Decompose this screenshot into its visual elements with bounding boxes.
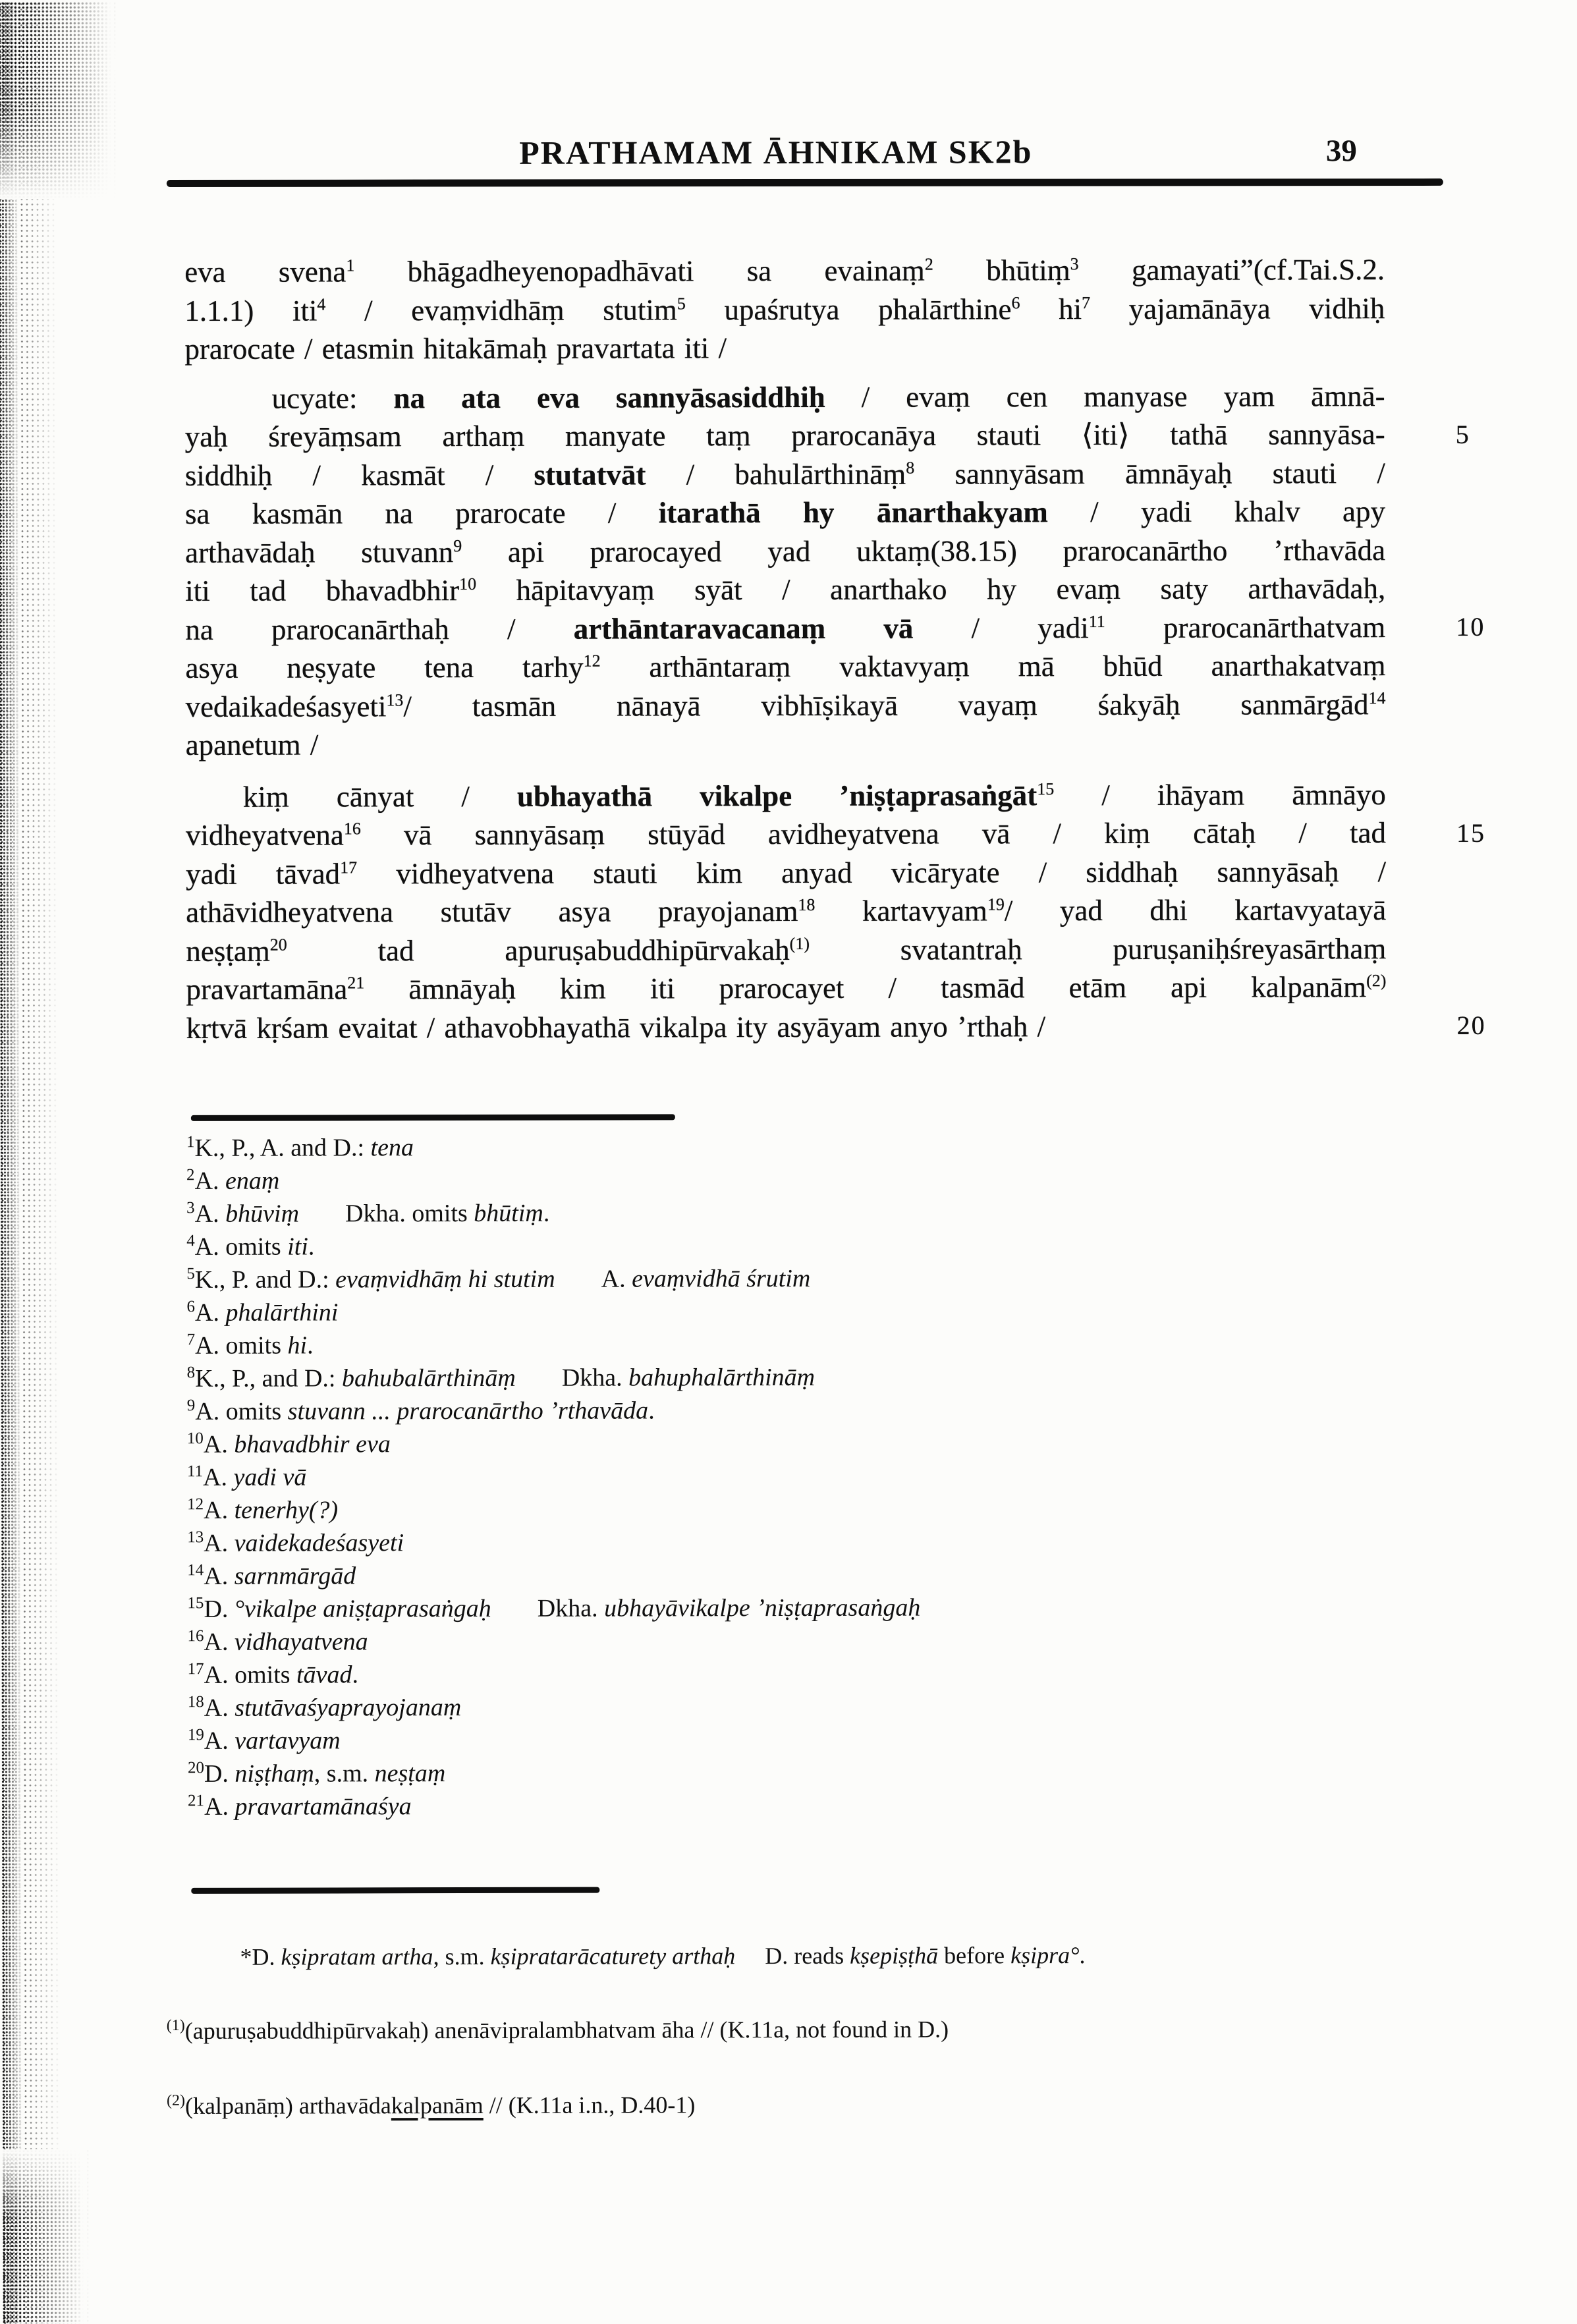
text-run: A.: [204, 1529, 235, 1557]
footnote-number: 12: [187, 1495, 204, 1514]
text-run: / yad dhi kartavyatayā: [1004, 893, 1387, 927]
text-run: K., P., and D.:: [195, 1364, 342, 1393]
footnote-item: [188, 1656, 1406, 1692]
text-run: api prarocayed yad uktaṃ(38.15) prarocanārtho ’rthavāda: [462, 533, 1386, 568]
text-run: A.: [204, 1694, 235, 1722]
italic-reading: bahuphalārthināṃ: [628, 1363, 816, 1392]
footnote-item: [186, 1129, 1405, 1165]
text-run: A.: [204, 1727, 235, 1755]
footnote-ref: 4: [317, 294, 326, 314]
italic-reading: enaṃ: [225, 1167, 280, 1195]
header-rule: [167, 179, 1443, 187]
text-run: A. omits: [195, 1331, 288, 1360]
italic-reading: ubhayāvikalpe ’niṣṭaprasaṅgaḥ: [604, 1593, 921, 1622]
italic-reading: stutāvaśyaprayojanaṃ: [235, 1694, 462, 1722]
text-run: , s.m.: [433, 1943, 491, 1970]
text-run: vedaikadeśasyeti: [185, 689, 387, 723]
footnote-number: 2: [186, 1166, 195, 1184]
footnote-ref: 2: [924, 254, 933, 274]
text-run: vā sannyāsaṃ stūyād avidheyatvena vā / kiṃ cātaḥ / tad: [360, 816, 1387, 852]
footnote-number: 10: [186, 1429, 204, 1448]
text-run: , s.m.: [314, 1759, 375, 1788]
footnote-number: 5: [186, 1265, 195, 1283]
text-run: iti tad bhavadbhir: [185, 574, 460, 607]
text-run: A.: [203, 1463, 234, 1491]
italic-reading: hi: [287, 1331, 308, 1360]
footnote-list: [186, 1129, 1406, 1823]
footnote-ref: 5: [677, 293, 686, 313]
footnote-ref: 21: [347, 973, 365, 993]
text-run: sa kasmān na prarocate /: [184, 496, 659, 530]
italic-reading: tāvad: [296, 1661, 352, 1689]
text-run: 1.1.1) iti: [184, 293, 318, 327]
text-run: / bahulārthināṃ: [646, 457, 906, 491]
body-line: [185, 415, 1385, 456]
text-run: .: [648, 1397, 655, 1425]
bold-phrase: stutatvāt: [534, 457, 646, 491]
text-run: K., P., A. and D.:: [194, 1134, 371, 1162]
text-run: A.: [194, 1298, 226, 1327]
italic-reading: °vikalpe aniṣṭaprasaṅgaḥ: [234, 1594, 491, 1623]
footnote-item: [188, 1689, 1406, 1725]
italic-reading: iti: [287, 1232, 308, 1261]
margin-line-number: 10: [1456, 611, 1485, 642]
footnote-item: [187, 1327, 1406, 1362]
footnote-ref: 8: [906, 458, 915, 478]
footnote-item: [187, 1491, 1406, 1527]
text-run: / tasmān nānayā vibhīṣikayā vayaṃ śakyāḥ sanmārgād: [403, 687, 1369, 723]
footnote-number: 21: [188, 1792, 205, 1810]
italic-reading: pravartamānaśya: [235, 1792, 412, 1821]
bold-phrase: arthāntaravacanaṃ vā: [573, 611, 914, 646]
spacer: [555, 1286, 601, 1287]
bold-phrase: ubhayathā vikalpe ’niṣṭaprasaṅgāt: [516, 778, 1038, 813]
footnote-ref: 17: [340, 857, 358, 877]
text-run: D.: [204, 1595, 235, 1623]
body-line: [185, 685, 1385, 726]
body-line: [186, 814, 1386, 854]
italic-reading: vartavyam: [235, 1727, 341, 1755]
footnote-item: [187, 1623, 1406, 1659]
footnote-number: 20: [187, 1759, 204, 1777]
footnote-ref: 7: [1082, 292, 1091, 312]
text-run: ucyate:: [271, 381, 394, 415]
footnote-ref: 13: [386, 690, 404, 709]
body-line: [186, 723, 1386, 764]
footnote-ref: 16: [343, 819, 361, 839]
text-run: yadi tāvad: [186, 856, 341, 891]
spacer: [735, 1962, 765, 1964]
spacer: [491, 1615, 538, 1617]
footnote-number: 14: [187, 1561, 204, 1580]
text-run: svatantraḥ puruṣaniḥśreyasārthaṃ: [809, 931, 1387, 966]
text-run: *D.: [240, 1943, 281, 1970]
italic-reading: niṣṭhaṃ: [235, 1759, 314, 1788]
footnote-ref: 3: [1070, 254, 1079, 274]
text-run: gamayati”(cf.Tai.S.2.: [1078, 253, 1385, 287]
text-run: A.: [203, 1430, 235, 1458]
text-run: pravartamāna: [186, 972, 348, 1006]
footnote-item: [186, 1195, 1405, 1231]
footnote-number: 17: [187, 1660, 204, 1678]
italic-reading: vaidekadeśasyeti: [234, 1529, 404, 1557]
body-line: [185, 492, 1385, 533]
page-number: 39: [1325, 134, 1357, 169]
editorial-notes-rule: [191, 1887, 599, 1894]
text-run: vidheyatvena stauti kim anyad vicāryate / siddhaḥ sannyāsaḥ /: [357, 854, 1387, 890]
text-run: na prarocanārthaḥ /: [185, 612, 574, 646]
body-line: [186, 929, 1386, 970]
footnote-item: [187, 1458, 1406, 1494]
body-text: [184, 250, 1387, 1047]
italic-reading: evaṃvidhā śrutim: [632, 1264, 811, 1293]
editorial-note-2: [167, 2091, 695, 2120]
footnote-number: 3: [186, 1199, 195, 1217]
text-run: tad apuruṣabuddhipūrvakaḥ: [287, 933, 790, 968]
italic-reading: neṣṭaṃ: [374, 1759, 446, 1788]
text-run: D.: [204, 1759, 235, 1788]
italic-reading: tena: [370, 1134, 414, 1162]
page-title: PRATHAMAM ĀHNIKAM SK2b: [519, 133, 1033, 171]
footnote-ref: 1: [346, 256, 355, 275]
paragraph: [186, 775, 1387, 1047]
body-line: [185, 569, 1385, 610]
text-run: eva svena: [184, 255, 346, 289]
text-run: apanetum /: [185, 728, 319, 761]
text-run: prarocate / etasmin hitakāmaḥ pravartata iti /: [184, 331, 727, 366]
footnote-item: [188, 1722, 1406, 1757]
body-line: [186, 891, 1386, 931]
italic-reading: bhavadbhir eva: [234, 1430, 391, 1458]
text-run: .: [307, 1331, 314, 1360]
text-run: siddhiḥ / kasmāt /: [184, 458, 534, 492]
text-run: (apuruṣabuddhipūrvakaḥ) anenāvipralambhatvam āha // (K.11a, not found in D.): [184, 2016, 949, 2044]
footnote-number: 15: [187, 1594, 204, 1613]
text-run: // (K.11a i.n., D.40-1): [483, 2091, 696, 2118]
footnote-item: [187, 1425, 1406, 1461]
text-run: / evaṃ cen manyase yam āmnā-: [825, 379, 1385, 414]
footnote-ref: 12: [583, 651, 601, 671]
footnote-item: [188, 1755, 1406, 1790]
text-run: A. omits: [204, 1661, 297, 1689]
footnote-ref: 10: [459, 574, 477, 594]
text-run: A. omits: [195, 1397, 288, 1425]
text-run: yajamānāya vidhiḥ: [1090, 291, 1385, 325]
text-run: upaśrutya phalārthine: [685, 292, 1012, 326]
footnote-number: 1: [186, 1133, 195, 1151]
text-run: (kalpanāṃ) arthavāda: [184, 2092, 391, 2119]
footnote-number: 4: [186, 1232, 195, 1250]
italic-reading: yadi vā: [233, 1463, 307, 1491]
text-run: vidheyatvena: [185, 818, 344, 852]
footnote-ref: 15: [1037, 779, 1055, 798]
text-run: A.: [204, 1792, 235, 1821]
margin-line-number: 20: [1456, 1010, 1486, 1040]
body-line: [185, 608, 1385, 649]
text-run: prarocanārthatvam: [1105, 610, 1386, 644]
text-run: .: [308, 1232, 315, 1261]
scan-corner-artifact: [2, 2149, 88, 2324]
spacer: [516, 1385, 562, 1386]
footnote-ref: 20: [269, 935, 287, 954]
text-run: bhūtiṃ: [933, 254, 1070, 287]
text-run: kiṃ cānyat /: [242, 779, 518, 814]
footnote-ref: 11: [1088, 611, 1105, 631]
footnote-item: [187, 1393, 1406, 1428]
text-run: D. reads: [765, 1942, 850, 1970]
note-number: (2): [166, 2091, 185, 2109]
text-run: kṛtvā kṛśam evaitat / athavobhayathā vikalpa ity asyāyam anyo ’rthaḥ /: [186, 1009, 1046, 1045]
footnote-item: [186, 1294, 1405, 1329]
text-run: A.: [204, 1628, 235, 1656]
body-line: [185, 454, 1385, 495]
body-line: [186, 852, 1386, 893]
text-run: / yadi khalv apy: [1047, 495, 1385, 529]
text-run: bhāgadheyenopadhāvati sa evainaṃ: [354, 254, 925, 289]
footnote-item: [186, 1228, 1405, 1263]
italic-reading: sarnmārgād: [234, 1562, 356, 1590]
body-line: [185, 531, 1385, 572]
footnote-item: [188, 1788, 1406, 1823]
footnote-number: 8: [186, 1364, 196, 1382]
editorial-note-1: [167, 2015, 949, 2044]
body-line: [185, 377, 1385, 418]
footnote-item: [186, 1162, 1405, 1198]
italic-reading: bhūtiṃ: [474, 1199, 543, 1228]
footnote-number: 7: [186, 1331, 196, 1349]
text-run: / yadi: [913, 611, 1089, 645]
footnote-ref: 19: [987, 895, 1005, 914]
spacer: [299, 1220, 345, 1221]
text-run: yaḥ śreyāṃsam arthaṃ manyate taṃ prarocanāya stauti ⟨iti⟩ tathā sannyāsa-: [184, 418, 1385, 453]
text-run: before: [938, 1942, 1011, 1969]
margin-line-number: 15: [1456, 817, 1486, 848]
footnote-ref: 14: [1368, 688, 1386, 707]
footnote-separator-rule: [191, 1114, 675, 1121]
body-line: [184, 289, 1385, 330]
text-run: sannyāsam āmnāyaḥ stauti /: [914, 456, 1385, 491]
footnote-number: 11: [186, 1462, 204, 1481]
text-run: athāvidheyatvena stutāv asya prayojanam: [186, 894, 798, 929]
text-run: .: [543, 1199, 550, 1227]
footnote-ref: 9: [453, 536, 462, 555]
margin-line-number: 5: [1455, 419, 1470, 449]
text-run: A. omits: [194, 1232, 288, 1261]
footnote-number: 13: [187, 1528, 204, 1547]
text-run: A.: [204, 1562, 235, 1590]
italic-reading: phalārthini: [225, 1298, 339, 1327]
text-run: A.: [194, 1167, 226, 1195]
bold-phrase: na ata eva sannyāsasiddhiḥ: [393, 380, 825, 414]
italic-reading: stuvann ... prarocanārtho ’rthavāda: [287, 1397, 649, 1425]
italic-reading: kṣipra°: [1010, 1942, 1080, 1969]
footnote-number: 9: [186, 1397, 196, 1415]
footnote-number: 16: [187, 1627, 204, 1646]
text-run: .: [352, 1661, 359, 1689]
footnote-item: [187, 1557, 1406, 1593]
bold-phrase: itarathā hy ānarthakyam: [658, 495, 1048, 530]
text-run: K., P. and D.:: [194, 1265, 336, 1294]
underlined-word: kalpanām: [391, 2091, 484, 2119]
footnote-ref: (2): [1366, 971, 1387, 991]
italic-reading: tenerhy(?): [234, 1496, 339, 1524]
note-number: (1): [166, 2016, 185, 2034]
text-run: hi: [1020, 292, 1082, 325]
italic-reading: bahubalārthināṃ: [341, 1364, 516, 1393]
editorial-note-star: [240, 1941, 1085, 1971]
text-run: .: [1079, 1942, 1086, 1969]
body-line: [186, 775, 1386, 816]
footnote-ref: 6: [1011, 292, 1020, 312]
italic-reading: kṣipratam artha: [281, 1943, 433, 1970]
text-run: Dkha.: [561, 1364, 629, 1392]
paragraph: [185, 377, 1386, 765]
text-run: kartavyam: [815, 894, 987, 927]
text-run: A.: [601, 1265, 632, 1293]
footnote-ref: (1): [789, 933, 810, 953]
body-line: [186, 1007, 1387, 1047]
footnote-item: [187, 1360, 1406, 1395]
italic-reading: bhūviṃ: [225, 1200, 300, 1228]
text-run: / ihāyam āmnāyo: [1054, 777, 1386, 812]
text-run: Dkha. omits: [345, 1200, 474, 1228]
body-line: [185, 646, 1385, 687]
footnote-number: 6: [186, 1298, 195, 1316]
italic-reading: kṣipratarācaturety arthaḥ: [490, 1943, 736, 1970]
text-run: A.: [194, 1200, 226, 1228]
italic-reading: kṣepiṣṭhā: [850, 1942, 939, 1969]
text-run: / evaṃvidhāṃ stutim: [325, 292, 677, 327]
text-run: arthavādaḥ stuvann: [185, 535, 454, 569]
footnote-item: [186, 1261, 1405, 1296]
italic-reading: evaṃvidhāṃ hi stutim: [335, 1265, 555, 1294]
text-run: A.: [204, 1496, 235, 1524]
text-run: Dkha.: [537, 1594, 605, 1622]
footnote-number: 19: [187, 1726, 204, 1744]
italic-reading: vidhayatvena: [234, 1628, 368, 1656]
footnote-item: [187, 1524, 1406, 1560]
footnote-ref: 18: [798, 895, 816, 914]
footnote-number: 18: [187, 1693, 204, 1711]
text-run: asya neṣyate tena tarhy: [185, 650, 584, 684]
text-run: arthāntaraṃ vaktavyaṃ mā bhūd anarthakatvaṃ: [600, 649, 1386, 684]
body-line: [186, 968, 1386, 1009]
footnote-item: [187, 1590, 1406, 1626]
body-line: [184, 327, 1385, 368]
body-line: [184, 250, 1385, 291]
paragraph: [184, 250, 1385, 368]
text-run: āmnāyaḥ kim iti prarocayet / tasmād etām api kalpanām: [364, 970, 1367, 1006]
text-run: neṣṭaṃ: [186, 934, 270, 968]
text-run: hāpitavyaṃ syāt / anarthako hy evaṃ saty arthavādaḥ,: [476, 572, 1386, 607]
